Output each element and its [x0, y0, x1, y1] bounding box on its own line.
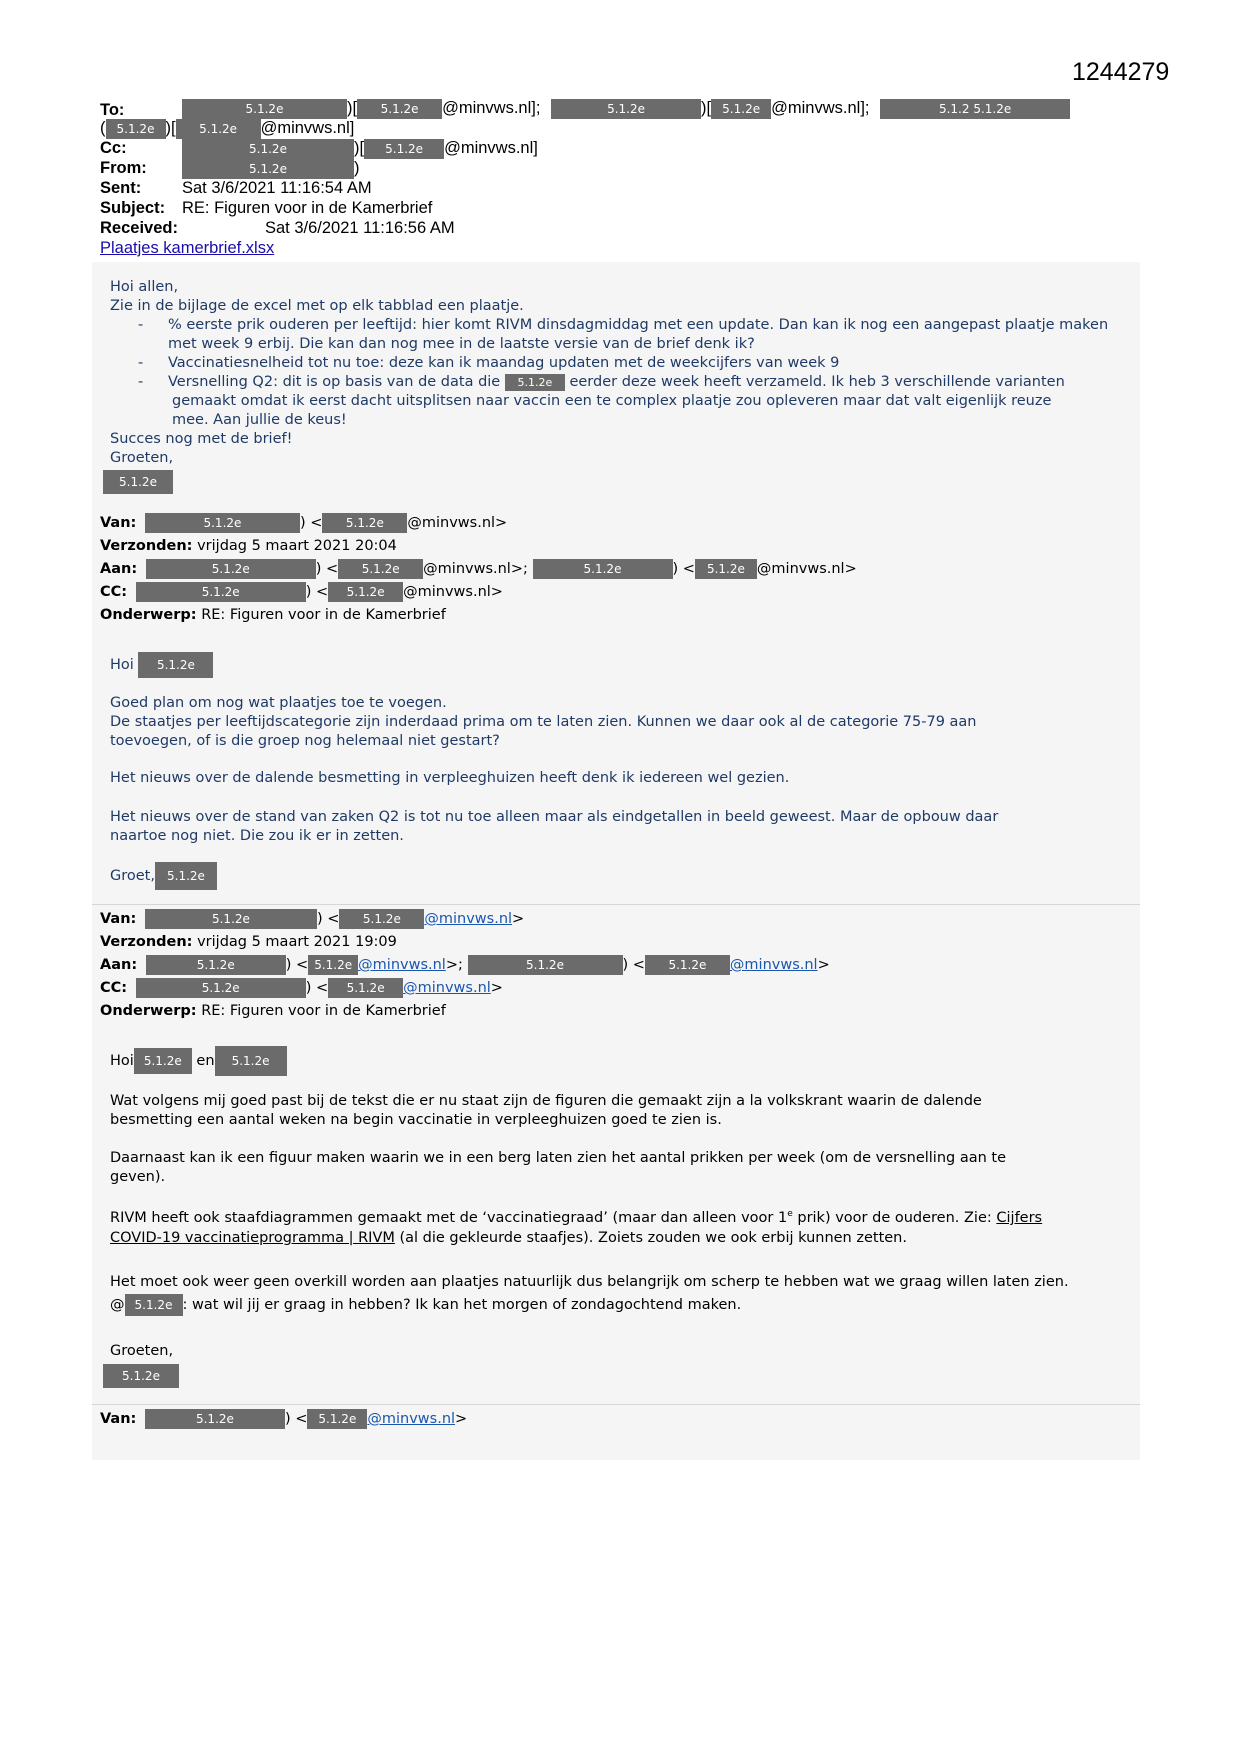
message3-p3-cont: [110, 1229, 907, 1248]
message2-p4b: naartoe nog niet. Die zou ik er in zetten.: [110, 828, 404, 844]
and-text: en: [196, 1053, 215, 1069]
redaction-box: 5.1.2e: [103, 470, 173, 494]
message1-closing: Succes nog met de brief!: [110, 431, 293, 447]
onderwerp-value: RE: Figuren voor in de Kamerbrief: [201, 1003, 446, 1019]
van-label: Van:: [100, 911, 137, 927]
sent-value: Sat 3/6/2021 11:16:54 AM: [182, 179, 372, 197]
p3-text: RIVM heeft ook staafdiagrammen gemaakt met de ‘vaccinatiegraad’ (maar dan alleen voor 1: [110, 1209, 788, 1226]
redaction-box: 5.1.2e: [711, 99, 771, 119]
redaction-box: 5.1.2e: [155, 862, 217, 890]
list-item: - % eerste prik ouderen per leeftijd: hier komt RIVM dinsdagmiddag met een update. Dan kan ik nog een aangepast plaatje maken met week 9 erbij. Die kan dan nog mee in de laatste versie van de brief denk ik?: [138, 317, 1109, 352]
greeting-text: Hoi: [110, 1053, 134, 1069]
message2-p4a: Het nieuws over de stand van zaken Q2 is tot nu toe alleen maar als eindgetallen in beeld geweest. Maar de opbouw daar: [110, 809, 999, 825]
to-recipients-line2: ( 5.1.2e )[ 5.1.2e @minvws.nl]: [100, 119, 355, 137]
message2-p2b: toevoegen, of is die groep nog helemaal niet gestart?: [110, 733, 500, 749]
email-domain: @minvws.nl: [407, 515, 496, 531]
message2-p2a: De staatjes per leeftijdscategorie zijn inderdaad prima om te laten zien. Kunnen we daar ook al de categorie 75-79 aan: [110, 714, 977, 730]
redaction-box: 5.1.2e: [307, 1409, 367, 1429]
email-domain-link[interactable]: @minvws.nl: [358, 957, 446, 973]
redaction-box: 5.1.2e: [182, 159, 354, 179]
document-number: 1244279: [1072, 58, 1170, 86]
cc-recipients: 5.1.2e )[ 5.1.2e @minvws.nl]: [182, 138, 538, 159]
message3-greeting: [110, 1046, 287, 1076]
message2-from: Van: 5.1.2e ) < 5.1.2e @minvws.nl>: [100, 515, 508, 531]
message3-cc: CC: 5.1.2e ) < 5.1.2e @minvws.nl>: [100, 980, 503, 996]
verzonden-value: vrijdag 5 maart 2021 19:09: [197, 934, 397, 950]
redaction-box: 5.1.2e: [338, 559, 423, 579]
redaction-box: [880, 99, 1070, 119]
at-sign: @: [110, 1297, 125, 1313]
message3-sent: [100, 931, 397, 954]
p5-text: : wat wil jij er graag in hebben? Ik kan het morgen of zondagochtend maken.: [182, 1297, 742, 1313]
redaction-label: 5.1.2: [938, 101, 970, 116]
redaction-box: 5.1.2e: [322, 513, 407, 533]
bullet-text: % eerste prik ouderen per leeftijd: hier komt RIVM dinsdagmiddag met een update. Dan kan ik nog een aangepast plaatje maken met week 9 erbij. Die kan dan nog mee in de laatste versie van de brief denk ik?: [168, 317, 1109, 352]
verzonden-label: Verzonden:: [100, 538, 193, 554]
bullet-text: Versnelling Q2: dit is op basis van de data die: [168, 374, 501, 390]
redaction-box: 5.1.2e: [182, 139, 354, 159]
to-recipients-line1: 5.1.2e )[ 5.1.2e @minvws.nl]; 5.1.2e )[ 5.1.2e @minvws.nl]; 5.1.2 5.1.2e: [182, 98, 1070, 119]
email-domain: @minvws.nl: [403, 584, 491, 600]
cc-label: Cc:: [100, 139, 127, 157]
message3-p2b: geven).: [110, 1169, 166, 1185]
subject-row: [100, 198, 165, 218]
subject-label: Subject:: [100, 199, 166, 217]
message2-p1: Goed plan om nog wat plaatjes toe te voegen.: [110, 695, 447, 711]
redaction-box: 5.1.2e: [468, 955, 623, 975]
message3-subject: [100, 1000, 446, 1023]
attachment-filename[interactable]: Plaatjes kamerbrief.xlsx: [100, 239, 275, 257]
redaction-box: 5.1.2e: [182, 99, 347, 119]
redaction-box: 5.1.2e: [136, 582, 306, 602]
redaction-box: 5.1.2e: [328, 582, 403, 602]
redaction-box: 5.1.2e: [145, 1409, 285, 1429]
rivm-link[interactable]: Cijfers: [996, 1209, 1043, 1226]
redaction-box: 5.1.2e: [364, 139, 444, 159]
signature: [103, 470, 173, 494]
redaction-box: 5.1.2e: [146, 955, 286, 975]
received-value: Sat 3/6/2021 11:16:56 AM: [265, 219, 455, 237]
redaction-box: 5.1.2e: [215, 1046, 287, 1076]
redaction-label: 5.1.2e: [973, 101, 1012, 116]
message2-greeting: [110, 652, 213, 678]
redaction-box: 5.1.2e: [125, 1294, 183, 1316]
redaction-box: 5.1.2e: [146, 559, 316, 579]
onderwerp-value: RE: Figuren voor in de Kamerbrief: [201, 607, 446, 623]
message-divider: [92, 1404, 1140, 1405]
message1-regards: Groeten,: [110, 450, 174, 466]
bullet-continuation: mee. Aan jullie de keus!: [172, 412, 347, 428]
message3-to: Aan: 5.1.2e ) < 5.1.2e @minvws.nl>; 5.1.2e ) < 5.1.2e @minvws.nl>: [100, 957, 830, 973]
email-domain-link[interactable]: @minvws.nl: [424, 911, 513, 927]
message2-closing: [110, 862, 217, 890]
redaction-box: 5.1.2e: [339, 909, 424, 929]
attachment-link[interactable]: [100, 238, 274, 258]
onderwerp-label: Onderwerp:: [100, 1003, 197, 1019]
bullet-text: eerder deze week heeft verzameld. Ik heb 3 verschillende varianten: [569, 374, 1065, 390]
message2-cc: CC: 5.1.2e ) < 5.1.2e @minvws.nl>: [100, 584, 503, 600]
bullet-text: Vaccinatiesnelheid tot nu toe: deze kan ik maandag updaten met de weekcijfers van week 9: [168, 355, 840, 371]
redaction-box: 5.1.2e: [176, 119, 261, 139]
email-domain: @minvws.nl: [423, 561, 511, 577]
from-row: [100, 158, 147, 178]
sent-row: [100, 178, 141, 198]
verzonden-label: Verzonden:: [100, 934, 193, 950]
superscript: e: [787, 1209, 793, 1219]
from-label: From:: [100, 159, 147, 177]
rivm-link-cont[interactable]: COVID-19 vaccinatieprogramma | RIVM: [110, 1230, 395, 1246]
redaction-box: 5.1.2e: [645, 955, 730, 975]
subject-value: RE: Figuren voor in de Kamerbrief: [182, 199, 433, 217]
list-item: - Versnelling Q2: dit is op basis van de data die 5.1.2e eerder deze week heeft verzameld. Ik heb 3 verschillende varianten: [138, 374, 1065, 390]
email-domain: @minvws.nl];: [442, 99, 541, 117]
van-label: Van:: [100, 515, 137, 531]
email-domain-link[interactable]: @minvws.nl: [403, 980, 491, 996]
message1-intro: Zie in de bijlage de excel met op elk tabblad een plaatje.: [110, 298, 524, 314]
list-item: - Vaccinatiesnelheid tot nu toe: deze kan ik maandag updaten met de weekcijfers van week 9: [138, 355, 840, 371]
received-row: [100, 218, 178, 238]
signature: [103, 1364, 179, 1388]
email-domain: @minvws.nl];: [771, 99, 870, 117]
greeting-text: Hoi: [110, 657, 134, 673]
message2-subject: [100, 604, 446, 627]
sent-label: Sent:: [100, 179, 142, 197]
message3-p5: [110, 1294, 741, 1316]
redaction-box: 5.1.2e: [505, 374, 565, 391]
closing-text: Groet,: [110, 868, 155, 884]
message3-closing: Groeten,: [110, 1343, 174, 1359]
cc-label: CC:: [100, 584, 128, 600]
bullet-continuation: gemaakt omdat ik eerst dacht uitsplitsen naar vaccin een te complex plaatje zou opleveren maar dat valt eigenlijk reuze: [172, 393, 1052, 409]
redaction-box: 5.1.2e: [103, 1364, 179, 1388]
email-domain: @minvws.nl]: [444, 139, 538, 157]
verzonden-value: vrijdag 5 maart 2021 20:04: [197, 538, 397, 554]
cc-row: [100, 138, 127, 158]
email-domain: @minvws.nl]: [260, 119, 355, 137]
redaction-box: 5.1.2e: [134, 1048, 192, 1074]
redaction-box: 5.1.2e: [533, 559, 673, 579]
message3-p1b: besmetting een aantal weken na begin vaccinatie in verpleeghuizen goed te zien is.: [110, 1112, 722, 1128]
email-domain-link[interactable]: @minvws.nl: [729, 957, 818, 973]
p3-text: (al die gekleurde staafjes). Zoiets zouden we ook erbij kunnen zetten.: [394, 1230, 907, 1246]
email-domain-link[interactable]: @minvws.nl: [367, 1411, 456, 1427]
received-label: Received:: [100, 219, 178, 237]
redaction-box: 5.1.2e: [136, 978, 306, 998]
redaction-box: 5.1.2e: [308, 955, 358, 975]
redaction-box: 5.1.2e: [328, 978, 403, 998]
message3-from: Van: 5.1.2e ) < 5.1.2e @minvws.nl>: [100, 911, 525, 927]
p3-text: prik) voor de ouderen. Zie:: [792, 1209, 997, 1226]
message4-from: Van: 5.1.2e ) < 5.1.2e @minvws.nl>: [100, 1411, 468, 1427]
message2-to: Aan: 5.1.2e ) < 5.1.2e @minvws.nl>; 5.1.2e ) < 5.1.2e @minvws.nl>: [100, 561, 857, 577]
redaction-box: 5.1.2e: [138, 652, 213, 678]
message3-p2a: Daarnaast kan ik een figuur maken waarin we in een berg laten zien het aantal prikken per week (om de versnelling aan te: [110, 1150, 1007, 1166]
redaction-box: 5.1.2e: [145, 909, 317, 929]
to-row: [100, 100, 124, 120]
redaction-box: 5.1.2e: [357, 99, 442, 119]
message3-p3: [110, 1205, 1042, 1228]
to-label: To:: [100, 101, 125, 119]
cc-label: CC:: [100, 980, 128, 996]
message1-greeting: Hoi allen,: [110, 279, 179, 295]
message3-p4: Het moet ook weer geen overkill worden aan plaatjes natuurlijk dus belangrijk om scherp te hebben wat we graag willen laten zien.: [110, 1274, 1069, 1290]
redaction-box: 5.1.2e: [695, 559, 757, 579]
email-domain: @minvws.nl: [756, 561, 845, 577]
onderwerp-label: Onderwerp:: [100, 607, 197, 623]
aan-label: Aan:: [100, 561, 138, 577]
message2-p3: Het nieuws over de dalende besmetting in verpleeghuizen heeft denk ik iedereen wel gezien.: [110, 770, 790, 786]
message-divider: [92, 904, 1140, 905]
message2-sent: [100, 535, 397, 558]
message3-p1a: Wat volgens mij goed past bij de tekst die er nu staat zijn de figuren die gemaakt zijn a la volkskrant waarin de dalende: [110, 1093, 982, 1109]
redaction-box: 5.1.2e: [145, 513, 300, 533]
redaction-box: 5.1.2e: [551, 99, 701, 119]
from-value: 5.1.2e ): [182, 158, 360, 179]
van-label: Van:: [100, 1411, 137, 1427]
aan-label: Aan:: [100, 957, 138, 973]
redaction-box: 5.1.2e: [106, 119, 166, 139]
